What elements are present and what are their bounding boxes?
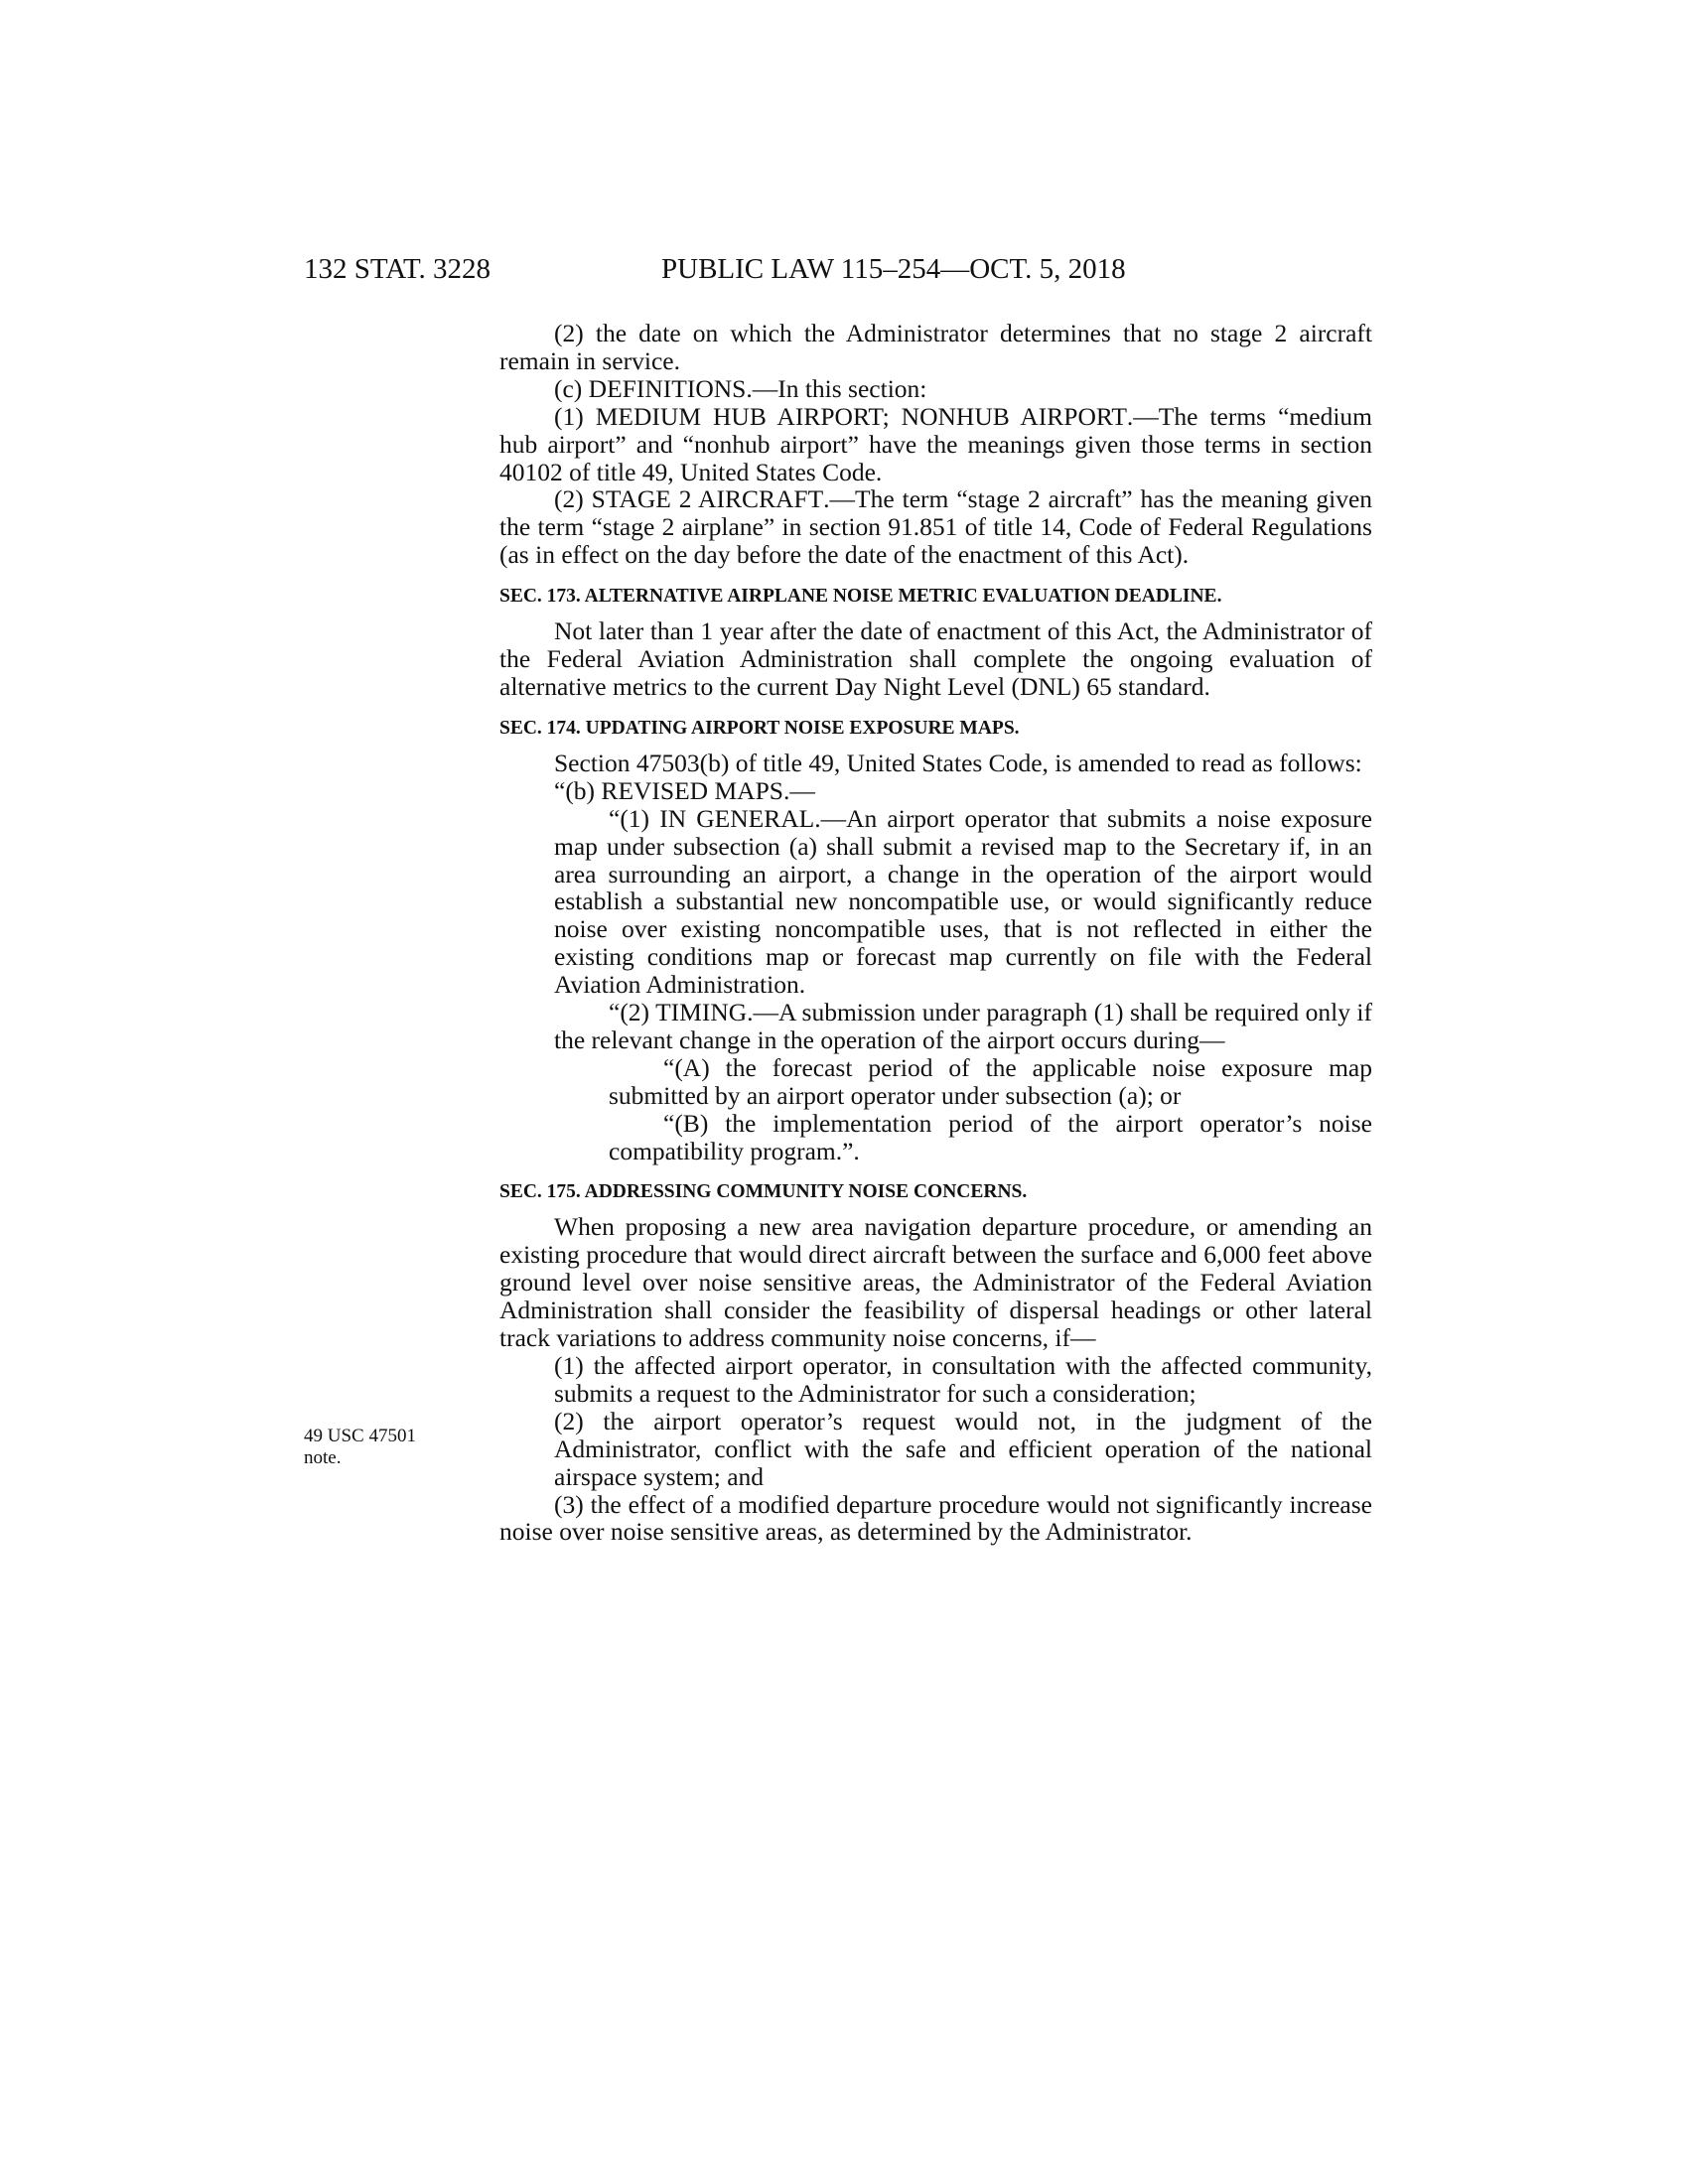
subsection-b-heading: EVISED (618, 775, 709, 805)
subsection-b-mid: M (708, 775, 738, 805)
margin-note-line2: note. (304, 1447, 342, 1468)
sec172-para-2: (2) the date on which the Administrator determines that no stage 2 aircraft remain in service. (499, 319, 1372, 375)
sec175-clause-1 (499, 1352, 1372, 1408)
paragraph-1-number: “(1) I (609, 803, 668, 833)
sec175-clause-2 (499, 1408, 1372, 1491)
subsection-c-text: .—In this section: (746, 373, 927, 403)
definition-2-heading: TAGE 2 AIRCRAFT (605, 484, 824, 514)
sec172-definition-2 (499, 485, 1372, 569)
subsection-c-label: (c) D (554, 373, 608, 403)
document-body (499, 320, 1372, 1546)
subsection-b-heading-2: APS (737, 775, 783, 805)
paragraph-2-text: .—A submission under paragraph (1) shall be required only if the relevant change in the operation of the airport occurs during— (554, 998, 1372, 1054)
page-header (304, 253, 1372, 293)
definition-2-text: .—The term “stage 2 aircraft” has the meaning given the term “stage 2 airplane” in section 91.851 of title 14, Code of Federal Regulations (as in effect on the day before the date of the enactment of this Act). (499, 484, 1373, 570)
sec174-subsection-b (499, 777, 1372, 805)
paragraph-1-text: .—An airport operator that submits a noise exposure map under subsection (a) shall submit a revised map to the Secretary if, in an area surrounding an airport, a change in the operation of the airport would establish a substantial new noncompatible use, or would significantly reduce noise over existing noncompatible uses, that is not reflected in either the existing conditions map or forecast map currently on file with the Federal Aviation Administration. (554, 803, 1372, 1000)
sec175-intro: When proposing a new area navigation departure procedure, or amending an existing procedure that would direct aircraft between the surface and 6,000 feet above ground level over noise sensitive areas, the Administrator of the Federal Aviation Administration shall consider the feasibility of dispersal headings or other lateral track variations to address community noise concerns, if— (499, 1212, 1372, 1353)
margin-note-line1: 49 USC 47501 (304, 1426, 416, 1446)
paragraph-2-heading: IMING (670, 998, 748, 1027)
law-title: PUBLIC LAW 115–254—OCT. 5, 2018 (661, 253, 1126, 285)
definition-1-text: .—The terms “medium hub airport” and “nonhub airport” have the meanings given those terms in section 40102 of title 49, United States Code. (499, 401, 1372, 486)
subsection-b-text: .— (782, 775, 815, 805)
paragraph-2-number: “(2) T (609, 998, 671, 1027)
sec175-heading: SEC. 175. ADDRESSING COMMUNITY NOISE CONCERNS. (499, 1181, 1028, 1203)
sec173-heading: SEC. 173. ALTERNATIVE AIRPLANE NOISE METRIC EVALUATION DEADLINE. (499, 586, 1222, 608)
margin-note (304, 1426, 453, 1469)
sec172-definition-1 (499, 403, 1372, 486)
definition-2-number: (2) S (554, 484, 606, 514)
sec173-text: Not later than 1 year after the date of enactment of this Act, the Administrator of the Federal Aviation Administration shall complete the ongoing evaluation of alternative metrics to the current Day Night Level (DNL) 65 standard. (499, 616, 1372, 701)
sec174-heading: SEC. 174. UPDATING AIRPORT NOISE EXPOSURE MAPS. (499, 717, 1020, 739)
definition-1-number: (1) M (554, 401, 619, 431)
clause-3-text: (3) the effect of a modified departure procedure would not significantly increase noise over noise sensitive areas, as determined by the Administrator. (499, 1489, 1372, 1547)
sec175-clause-3 (499, 1491, 1372, 1547)
stat-citation: 132 STAT. 3228 (304, 253, 492, 285)
paragraph-1-heading: N GENERAL (667, 803, 815, 833)
sec172-subsection-c (499, 375, 1372, 403)
sec174-subparagraph-a: “(A) the forecast period of the applicable noise exposure map submitted by an airport operator under subsection (a); or (609, 1052, 1372, 1110)
subsection-b-label: “(b) R (554, 775, 619, 805)
sec174-subparagraph-b: “(B) the implementation period of the airport operator’s noise compatibility program.”. (609, 1108, 1372, 1165)
clause-1-text: (1) the affected airport operator, in consultation with the affected community, submits a request to the Administrator for such a consideration; (554, 1351, 1372, 1408)
sec174-intro: Section 47503(b) of title 49, United States Code, is amended to read as follows: (554, 748, 1362, 777)
clause-2-text: (2) the airport operator’s request would not, in the judgment of the Administrator, conflict with the safe and efficient operation of the national airspace system; and (554, 1406, 1372, 1491)
sec174-paragraph-2 (499, 999, 1372, 1054)
sec174-paragraph-1 (499, 805, 1372, 999)
definition-1-heading: EDIUM HUB AIRPORT; NONHUB AIRPORT (618, 401, 1127, 431)
subsection-c-heading: EFINITIONS (607, 373, 747, 403)
